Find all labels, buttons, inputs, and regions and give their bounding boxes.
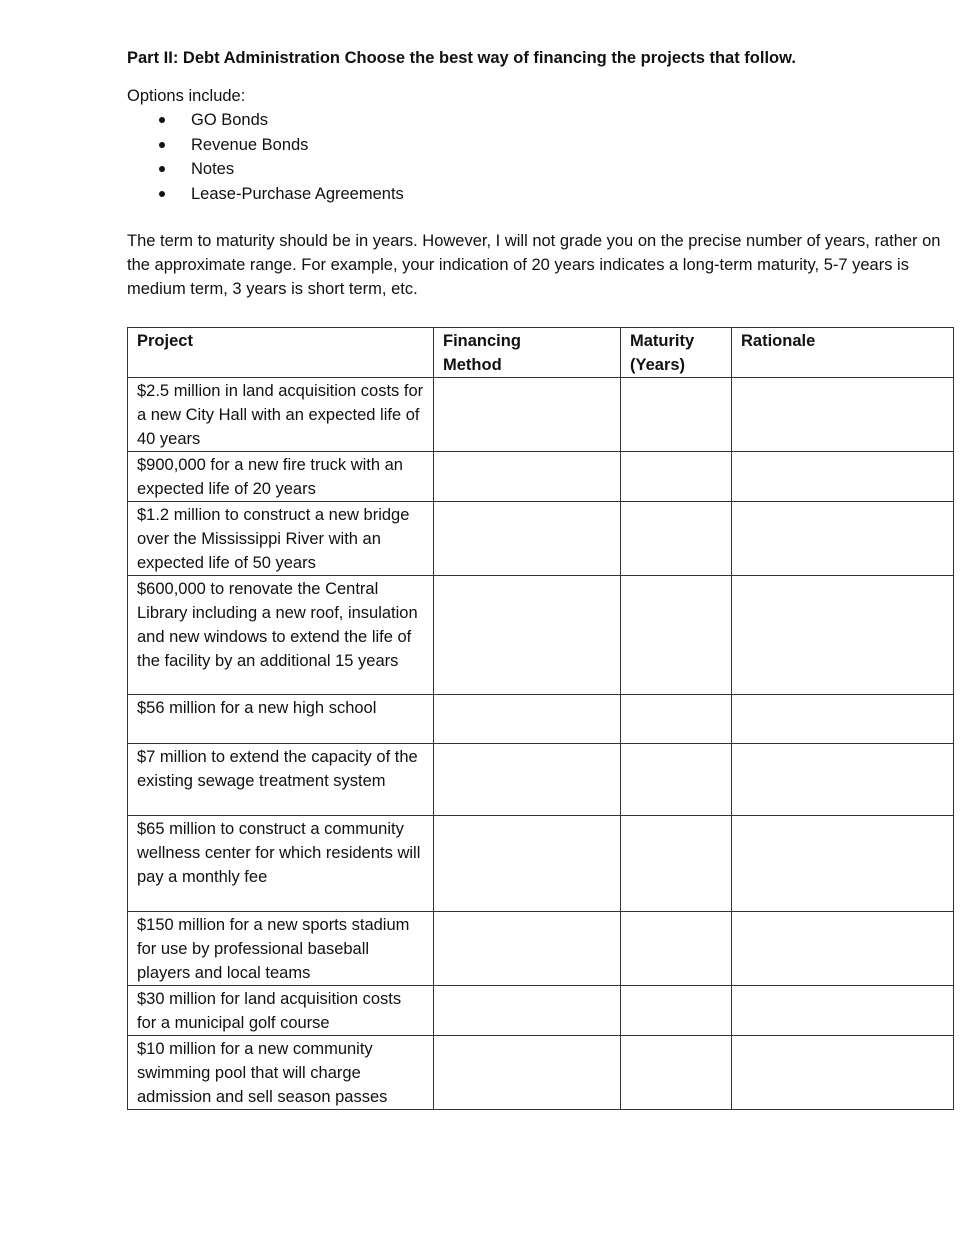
rationale-cell[interactable]	[732, 744, 954, 816]
table-row	[128, 912, 954, 986]
project-cell: $10 million for a new community swimming pool that will charge admission and sell season passes	[128, 1036, 434, 1110]
financing-method-cell[interactable]	[434, 695, 621, 744]
options-list	[127, 108, 953, 206]
document-body	[127, 46, 953, 301]
maturity-cell[interactable]	[621, 452, 732, 502]
option-label: GO Bonds	[191, 111, 269, 129]
rationale-cell[interactable]	[732, 378, 954, 452]
project-cell: $7 million to extend the capacity of the existing sewage treatment system	[128, 744, 434, 816]
header-maturity-line2: (Years)	[630, 356, 686, 374]
header-financing-method	[434, 328, 621, 378]
header-project: Project	[128, 328, 434, 378]
financing-method-cell[interactable]	[434, 1036, 621, 1110]
project-cell: $600,000 to renovate the Central Library including a new roof, insulation and new windows to extend the life of the facility by an additional 15 years	[128, 576, 434, 695]
instructions-paragraph: The term to maturity should be in years. However, I will not grade you on the precise number of years, rather on the approximate range. For example, your indication of 20 years indicates a long-term maturity, 5-7 years is medium term, 3 years is short term, etc.	[127, 232, 941, 298]
rationale-cell[interactable]	[732, 816, 954, 912]
maturity-cell[interactable]	[621, 576, 732, 695]
header-financing-line2: Method	[443, 356, 502, 374]
bullet-icon	[159, 142, 165, 148]
option-label: Lease-Purchase Agreements	[191, 184, 404, 203]
option-item	[127, 182, 953, 207]
project-cell: $900,000 for a new fire truck with an expected life of 20 years	[128, 452, 434, 502]
financing-method-cell[interactable]	[434, 744, 621, 816]
rationale-cell[interactable]	[732, 912, 954, 986]
table-row	[128, 1036, 954, 1110]
rationale-cell[interactable]	[732, 502, 954, 576]
option-item	[127, 157, 953, 182]
maturity-cell[interactable]	[621, 378, 732, 452]
bullet-icon	[159, 117, 165, 123]
option-label: Notes	[191, 160, 235, 178]
financing-method-cell[interactable]	[434, 452, 621, 502]
financing-method-cell[interactable]	[434, 378, 621, 452]
project-cell: $1.2 million to construct a new bridge over the Mississippi River with an expected life of 50 years	[128, 502, 434, 576]
table-row	[128, 695, 954, 744]
project-cell: $65 million to construct a community wellness center for which residents will pay a monthly fee	[128, 816, 434, 912]
project-cell: $56 million for a new high school	[128, 695, 434, 744]
maturity-cell[interactable]	[621, 816, 732, 912]
option-item	[127, 108, 953, 133]
maturity-cell[interactable]	[621, 1036, 732, 1110]
header-maturity-line1: Maturity	[630, 332, 695, 350]
bullet-icon	[159, 191, 165, 197]
financing-method-cell[interactable]	[434, 816, 621, 912]
options-label: Options include:	[127, 87, 246, 105]
rationale-cell[interactable]	[732, 576, 954, 695]
maturity-cell[interactable]	[621, 986, 732, 1036]
header-rationale: Rationale	[732, 328, 954, 378]
table-row	[128, 452, 954, 502]
header-financing-line1: Financing	[443, 332, 521, 350]
rationale-cell[interactable]	[732, 1036, 954, 1110]
maturity-cell[interactable]	[621, 502, 732, 576]
maturity-cell[interactable]	[621, 744, 732, 816]
section-heading: Part II: Debt Administration Choose the best way of financing the projects that follow.	[127, 49, 796, 67]
financing-method-cell[interactable]	[434, 502, 621, 576]
table-header-row	[128, 328, 954, 378]
rationale-cell[interactable]	[732, 452, 954, 502]
table-row	[128, 378, 954, 452]
rationale-cell[interactable]	[732, 695, 954, 744]
projects-table	[127, 327, 954, 1110]
header-maturity	[621, 328, 732, 378]
financing-method-cell[interactable]	[434, 912, 621, 986]
project-cell: $2.5 million in land acquisition costs for a new City Hall with an expected life of 40 years	[128, 378, 434, 452]
maturity-cell[interactable]	[621, 912, 732, 986]
option-label: Revenue Bonds	[191, 135, 309, 154]
table-row	[128, 744, 954, 816]
bullet-icon	[159, 166, 165, 172]
rationale-cell[interactable]	[732, 986, 954, 1036]
table-row	[128, 816, 954, 912]
option-item	[127, 133, 953, 158]
table-row	[128, 576, 954, 695]
financing-method-cell[interactable]	[434, 576, 621, 695]
financing-method-cell[interactable]	[434, 986, 621, 1036]
table-row	[128, 502, 954, 576]
project-cell: $30 million for land acquisition costs for a municipal golf course	[128, 986, 434, 1036]
maturity-cell[interactable]	[621, 695, 732, 744]
table-row	[128, 986, 954, 1036]
project-cell: $150 million for a new sports stadium for use by professional baseball players and local teams	[128, 912, 434, 986]
